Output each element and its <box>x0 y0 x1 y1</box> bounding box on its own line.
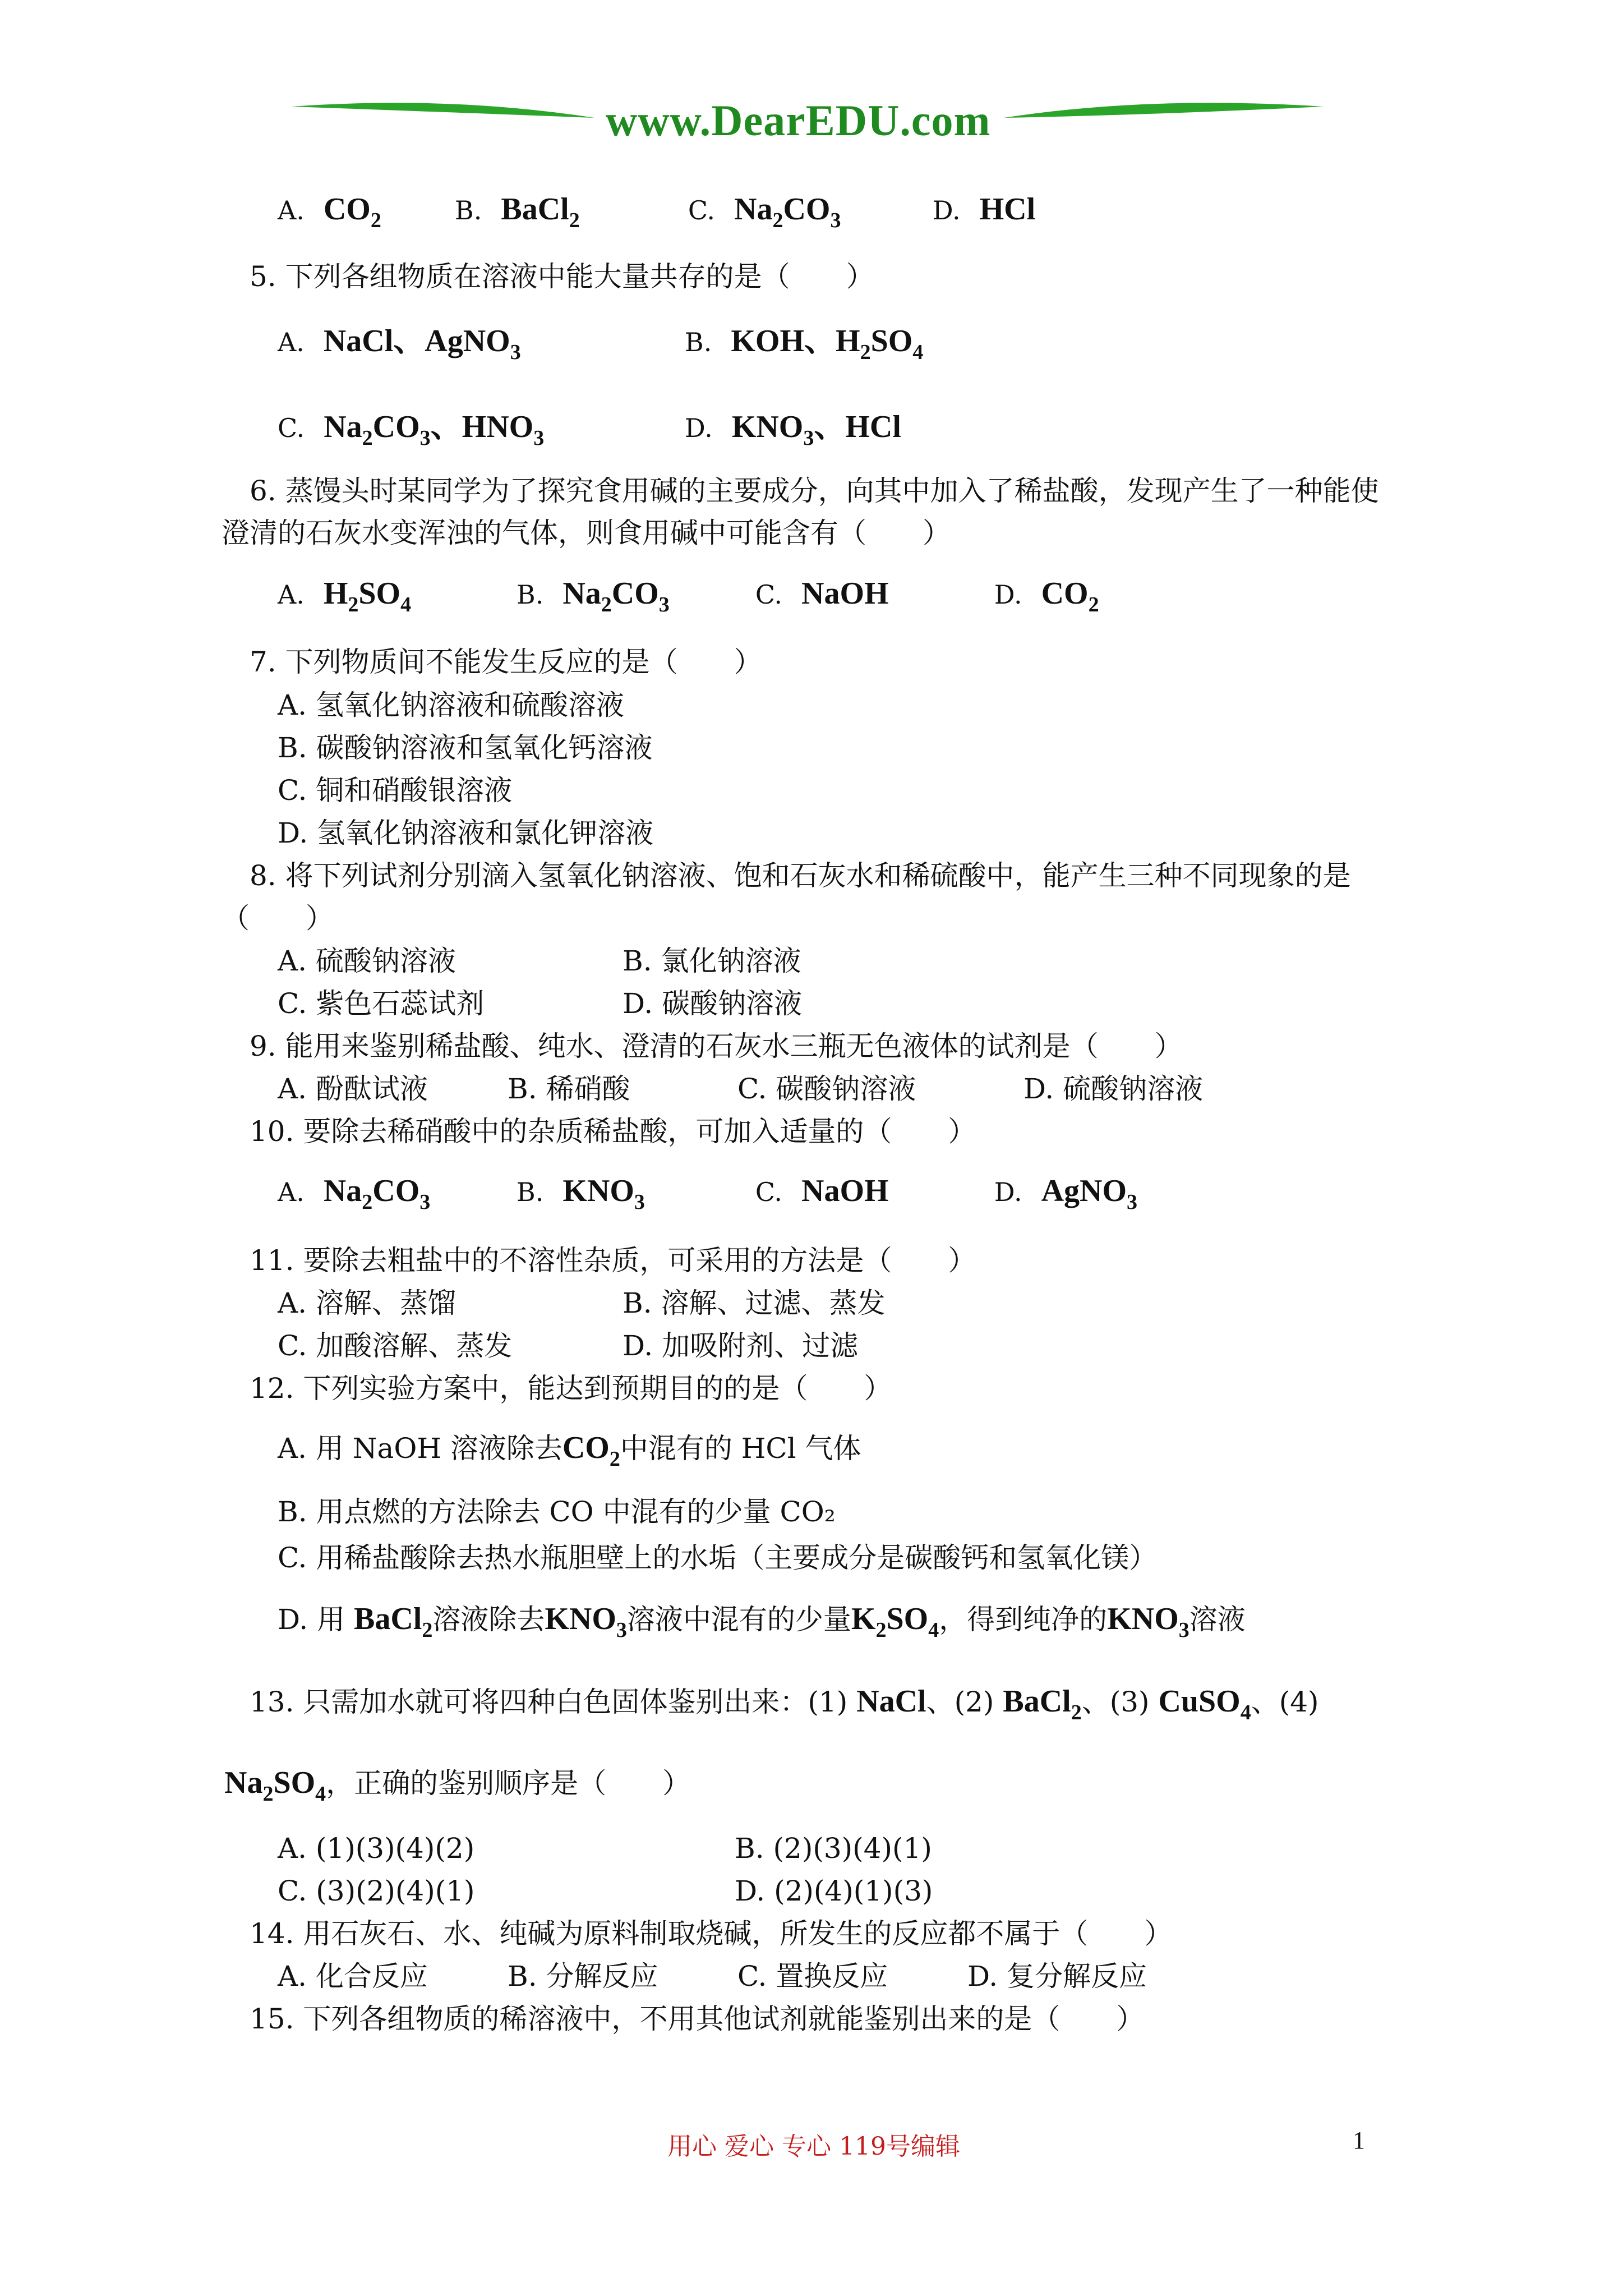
q8-stem-line1: 8. 将下列试剂分别滴入氢氧化钠溶液、饱和石灰水和稀硫酸中，能产生三种不同现象的是 <box>250 859 1351 892</box>
q11-options-cd: C. 加酸溶解、蒸发 D. 加吸附剂、过滤 <box>278 1329 859 1362</box>
q15-stem: 15. 下列各组物质的稀溶液中，不用其他试剂就能鉴别出来的是（ ） <box>250 2003 1145 2035</box>
q8-options-cd: C. 紫色石蕊试剂 D. 碳酸钠溶液 <box>278 987 803 1020</box>
q4-options: A. $CO_2$ B. BaCl$_2$ C. $Na_2CO_3$ D. HCl <box>278 192 1036 232</box>
q14-options: A. 化合反应 B. 分解反应 C. 置换反应 D. 复分解反应 <box>278 1960 1147 1993</box>
q13-stem-line2: $Na_2SO_4$，正确的鉴别顺序是（ ） <box>224 1765 691 1806</box>
q12-option-d: D. 用 BaCl$_2$溶液除去$KNO_3$溶液中混有的少量$K_2SO_4$，得到纯净的$KNO_3$溶液 <box>278 1602 1246 1642</box>
q13-options-cd: C. (3)(2)(4)(1) D. (2)(4)(1)(3) <box>278 1875 933 1907</box>
q11-options-ab: A. 溶解、蒸馏 B. 溶解、过滤、蒸发 <box>278 1287 886 1319</box>
page-number: 1 <box>1353 2127 1365 2154</box>
q6-options: A. $H_2SO_4$ B. $Na_2CO_3$ C. NaOH D. $CO_2$ <box>278 576 1099 616</box>
q10-options: A. $Na_2CO_3$ B. $KNO_3$ C. NaOH D. AgNO$_3$ <box>278 1174 1138 1214</box>
q7-option-c: C. 铜和硝酸银溶液 <box>278 774 513 807</box>
page-footer: 用心 爱心 专心 119号编辑 <box>667 2132 960 2161</box>
q11-stem: 11. 要除去粗盐中的不溶性杂质，可采用的方法是（ ） <box>250 1244 976 1277</box>
q12-option-a: A. 用 NaOH 溶液除去$CO_2$中混有的 HCl 气体 <box>278 1430 861 1471</box>
q14-stem: 14. 用石灰石、水、纯碱为原料制取烧碱，所发生的反应都不属于（ ） <box>250 1917 1173 1950</box>
q7-option-a: A. 氢氧化钠溶液和硫酸溶液 <box>278 689 624 721</box>
q12-stem: 12. 下列实验方案中，能达到预期目的的是（ ） <box>250 1372 892 1405</box>
q8-stem-line2: （ ） <box>222 902 334 935</box>
q6-stem-line1: 6. 蒸馒头时某同学为了探究食用碱的主要成分，向其中加入了稀盐酸，发现产生了一种能使 <box>250 475 1379 507</box>
q9-options: A. 酚酞试液 B. 稀硝酸 C. 碳酸钠溶液 D. 硫酸钠溶液 <box>278 1073 1204 1105</box>
q7-option-b: B. 碳酸钠溶液和氢氧化钙溶液 <box>278 731 653 764</box>
q5-options-ab: A. NaCl、AgNO$_3$ B. KOH、$H_2SO_4$ <box>278 324 924 364</box>
q7-stem: 7. 下列物质间不能发生反应的是（ ） <box>250 646 762 678</box>
q13-stem-line1: 13. 只需加水就可将四种白色固体鉴别出来：(1) NaCl、(2) BaCl$_2$、(3) CuSO$_4$、(4) <box>250 1684 1319 1724</box>
q9-stem: 9. 能用来鉴别稀盐酸、纯水、澄清的石灰水三瓶无色液体的试剂是（ ） <box>250 1030 1183 1062</box>
q5-stem: 5. 下列各组物质在溶液中能大量共存的是（ ） <box>250 260 874 293</box>
q10-stem: 10. 要除去稀硝酸中的杂质稀盐酸，可加入适量的（ ） <box>250 1115 976 1148</box>
site-logo[interactable]: www.DearEDU.com <box>606 96 991 145</box>
q5-options-cd: C. $Na_2CO_3$、$HNO_3$ D. $KNO_3$、HCl <box>278 409 901 450</box>
q12-option-c: C. 用稀盐酸除去热水瓶胆壁上的水垢（主要成分是碳酸钙和氢氧化镁） <box>278 1542 1158 1574</box>
q12-option-b: B. 用点燃的方法除去 CO 中混有的少量 CO₂ <box>278 1496 836 1528</box>
q8-options-ab: A. 硫酸钠溶液 B. 氯化钠溶液 <box>278 945 801 977</box>
q6-stem-line2: 澄清的石灰水变浑浊的气体，则食用碱中可能含有（ ） <box>222 517 951 549</box>
q7-option-d: D. 氢氧化钠溶液和氯化钾溶液 <box>278 817 654 849</box>
q13-options-ab: A. (1)(3)(4)(2) B. (2)(3)(4)(1) <box>278 1832 932 1865</box>
